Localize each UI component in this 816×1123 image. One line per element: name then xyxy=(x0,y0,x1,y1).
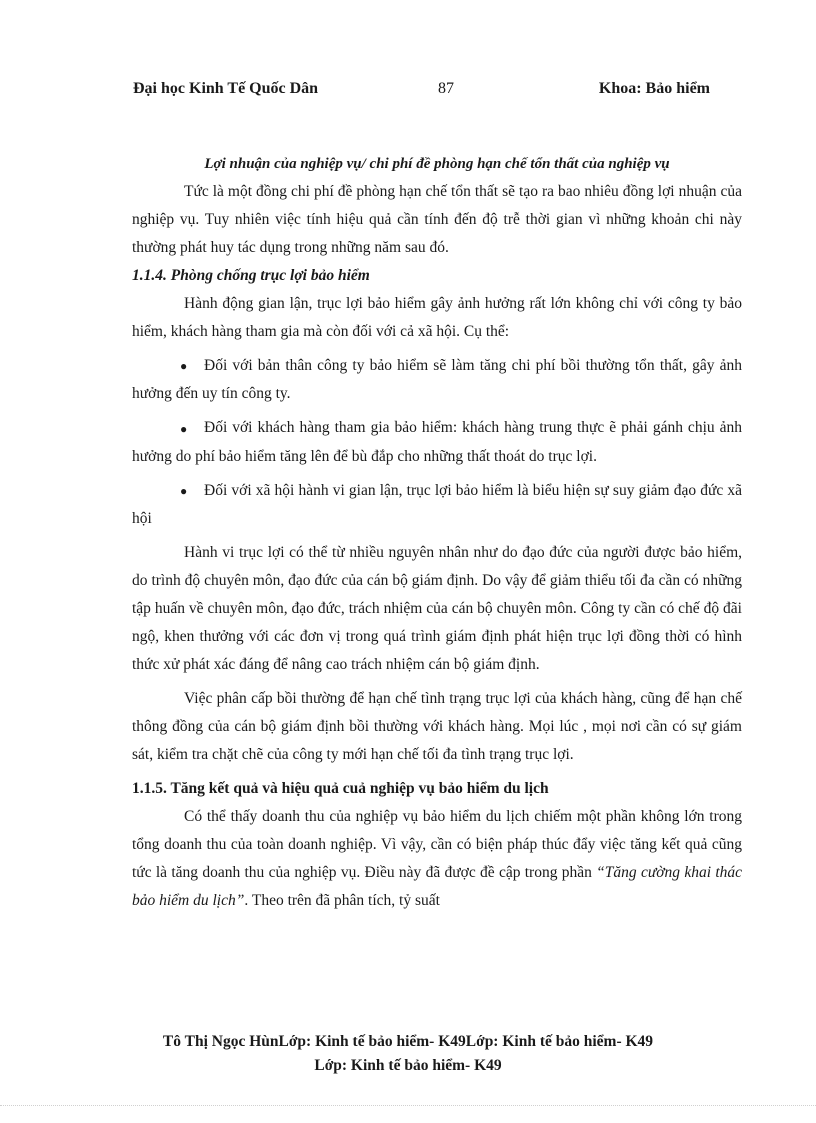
bullet-list xyxy=(132,352,742,533)
bullet-dot-icon: ● xyxy=(180,359,188,374)
list-item xyxy=(132,352,742,408)
paragraph-2: Hành động gian lận, trục lợi bảo hiểm gây ảnh hưởng rất lớn không chỉ với công ty bảo hiểm, khách hàng tham gia mà còn đối với cả xã hội. Cụ thể: xyxy=(132,295,742,340)
paragraph-5-quote: “Tăng cường khai thác bảo hiểm du lịch” xyxy=(132,864,743,910)
bullet-text: Đối với bản thân công ty bảo hiểm sẽ làm tăng chi phí bồi thường tổn thất, gây ảnh hưởng đến uy tín công ty. xyxy=(132,357,742,403)
page-footer xyxy=(0,1030,816,1078)
bullet-dot-icon: ● xyxy=(180,484,188,499)
footer-line-2: Lớp: Kinh tế bảo hiểm- K49 xyxy=(314,1057,502,1074)
bullet-text: Đối với xã hội hành vi gian lận, trục lợi bảo hiểm là biểu hiện sự suy giảm đạo đức xã hội xyxy=(132,481,742,528)
header-faculty: Khoa: Bảo hiểm xyxy=(598,80,710,97)
bullet-text: Đối với khách hàng tham gia bảo hiểm: khách hàng trung thực ẽ phải gánh chịu ảnh hưởng do phí bảo hiểm tăng lên để bù đắp cho những thất thoát do trục lợi. xyxy=(132,419,742,465)
paragraph-5 xyxy=(132,803,742,915)
page-body xyxy=(132,150,742,915)
bullet-dot-icon: ● xyxy=(180,421,188,436)
section-heading-1-1-5: 1.1.5. Tăng kết quả và hiệu quả cuả nghiệp vụ bảo hiểm du lịch xyxy=(132,780,549,798)
page-bottom-divider xyxy=(0,1105,816,1106)
paragraph-4: Việc phân cấp bồi thường để hạn chế tình trạng trục lợi của khách hàng, cũng để hạn chế thông đồng của cán bộ giám định bồi thường với khách hàng. Mọi lúc , mọi nơi cần có sự giám sát, kiểm tra chặt chẽ của công ty mới hạn chế tối đa tình trạng trục lợi. xyxy=(132,690,742,764)
paragraph-5-end: . Theo trên đã phân tích, tỷ suất xyxy=(244,892,440,910)
header-page-number: 87 xyxy=(438,80,454,97)
paragraph-3: Hành vi trục lợi có thể từ nhiều nguyên nhân như do đạo đức của người được bảo hiểm, do trình độ chuyên môn, đạo đức của cán bộ giám định. Do vậy để giảm thiểu tối đa cần có những tập huấn về chuyên môn, đạo đức, trách nhiệm của cán bộ chuyên môn. Công ty cần có chế độ đãi ngộ, khen thưởng với các đơn vị trong quá trình giám định phát hiện trục lợi đồng thời có hình thức xử phát xác đáng để nâng cao trách nhiệm cán bộ giám định. xyxy=(132,544,742,674)
paragraph-5-start: Có thể thấy doanh thu của nghiệp vụ bảo hiểm du lịch chiếm một phần không lớn trong tổng doanh thu của toàn doanh nghiệp. Vì vậy, cần có biện pháp thúc đẩy việc tăng kết quả cũng tức là tăng doanh thu của nghiệp vụ. Điều này đã được đề cập trong phần xyxy=(132,808,742,882)
section-heading-1-1-4: 1.1.4. Phòng chống trục lợi bảo hiểm xyxy=(132,267,370,284)
list-item xyxy=(132,477,742,533)
footer-line-1: Tô Thị Ngọc HùnLớp: Kinh tế bảo hiểm- K49Lớp: Kinh tế bảo hiểm- K49 xyxy=(162,1033,654,1050)
page-header xyxy=(133,80,710,104)
formula-subtitle: Lợi nhuận của nghiệp vụ/ chi phí đề phòng hạn chế tổn thất của nghiệp vụ xyxy=(204,156,670,172)
header-university: Đại học Kinh Tế Quốc Dân xyxy=(133,80,319,97)
list-item xyxy=(132,414,742,470)
paragraph-1: Tức là một đồng chi phí đề phòng hạn chế tổn thất sẽ tạo ra bao nhiêu đồng lợi nhuận của nghiệp vụ. Tuy nhiên việc tính hiệu quả cần tính đến độ trễ thời gian vì những khoản chi này thường phát huy tác dụng trong những năm sau đó. xyxy=(132,183,742,256)
